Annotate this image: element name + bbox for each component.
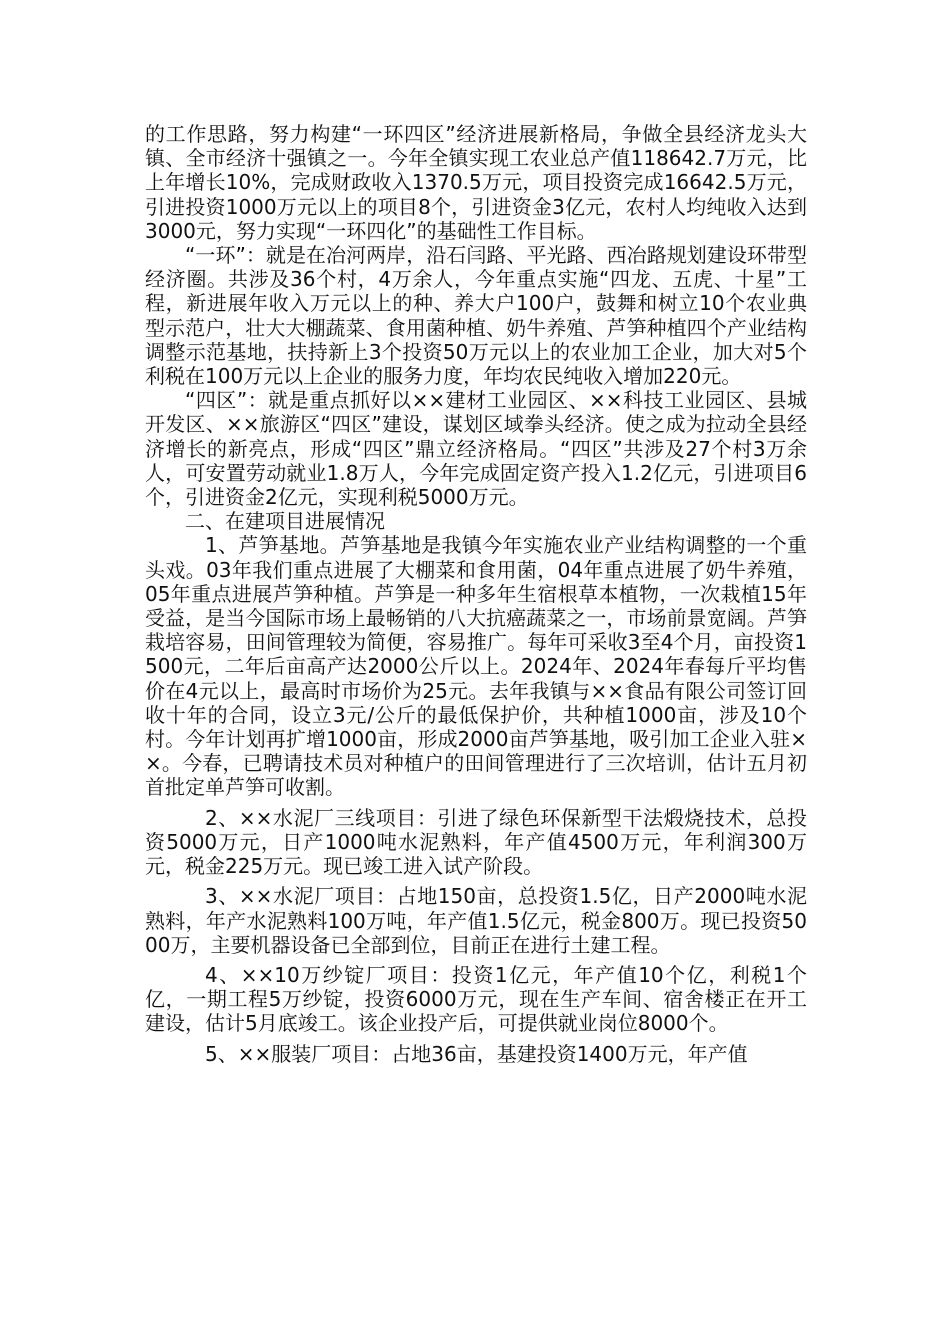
paragraph-garment-plant: 5、××服装厂项目：占地36亩，基建投资1400万元，年产值	[205, 1041, 748, 1066]
paragraph-cement-line-three: 2、××水泥厂三线项目：引进了绿色环保新型干法煅烧技术，总投资5000万元，日产1000吨水泥熟料，年产值4500万元，年利润300万元，税金225万元。现已竣工进入试产阶段。	[145, 805, 807, 879]
paragraph-four-zones: “四区”：就是重点抓好以××建材工业园区、××科技工业园区、县城开发区、××旅游区“四区”建设，谋划区域拳头经济。使之成为拉动全县经济增长的新亮点，形成“四区”鼎立经济格局。“四区”共涉及27个村3万余人，可安置劳动就业1.8万人，今年完成固定资产投入1.2亿元，引进项目6个，引进资金2亿元，实现利税5000万元。	[145, 388, 807, 510]
paragraph-intro: 的工作思路，努力构建“一环四区”经济进展新格局，争做全县经济龙头大镇、全市经济十强镇之一。今年全镇实现工农业总产值118642.7万元，比上年增长10%，完成财政收入1370.5万元，项目投资完成16642.5万元，引进投资1000万元以上的项目8个，引进资金3亿元，农村人均纯收入达到3000元，努力实现“一环四化”的基础性工作目标。	[145, 122, 807, 243]
paragraph-asparagus-base: 1、芦笋基地。芦笋基地是我镇今年实施农业产业结构调整的一个重头戏。03年我们重点进展了大棚菜和食用菌，04年重点进展了奶牛养殖，05年重点进展芦笋种植。芦笋是一种多年生宿根草本植物，一次栽植15年受益，是当今国际市场上最畅销的八大抗癌蔬菜之一，市场前景宽阔。芦笋栽培容易，田间管理较为简便，容易推广。每年可采收3至4个月，亩投资1500元，二年后亩高产达2000公斤以上。2024年、2024年春每斤平均售价在4元以上，最高时市场价为25元。去年我镇与××食品有限公司签订回收十年的合同，设立3元/公斤的最低保护价，共种植1000亩，涉及10个村。今年计划再扩增1000亩，形成2000亩芦笋基地，吸引加工企业入驻××。今春，已聘请技术员对种植户的田间管理进行了三次培训，估计五月初首批定单芦笋可收割。	[145, 533, 807, 800]
document-body	[145, 122, 807, 1066]
section-heading: 二、在建项目进展情况	[185, 509, 385, 534]
paragraph-spindle-plant: 4、××10万纱锭厂项目：投资1亿元，年产值10个亿，利税1个亿，一期工程5万纱锭，投资6000万元，现在生产车间、宿舍楼正在开工建设，估计5月底竣工。该企业投产后，可提供就业岗位8000个。	[145, 962, 807, 1036]
paragraph-cement-plant: 3、××水泥厂项目：占地150亩，总投资1.5亿，日产2000吨水泥熟料，年产水泥熟料100万吨，年产值1.5亿元，税金800万。现已投资5000万，主要机器设备已全部到位，目前正在进行土建工程。	[145, 884, 807, 957]
paragraph-one-ring: “一环”：就是在冶河两岸，沿石闫路、平光路、西冶路规划建设环带型经济圈。共涉及36个村，4万余人，今年重点实施“四龙、五虎、十星”工程，新进展年收入万元以上的种、养大户100户，鼓舞和树立10个农业典型示范户，壮大大棚蔬菜、食用菌种植、奶牛养殖、芦笋种植四个产业结构调整示范基地，扶持新上3个投资50万元以上的农业加工企业，加大对5个利税在100万元以上企业的服务力度，年均农民纯收入增加220元。	[145, 243, 807, 389]
